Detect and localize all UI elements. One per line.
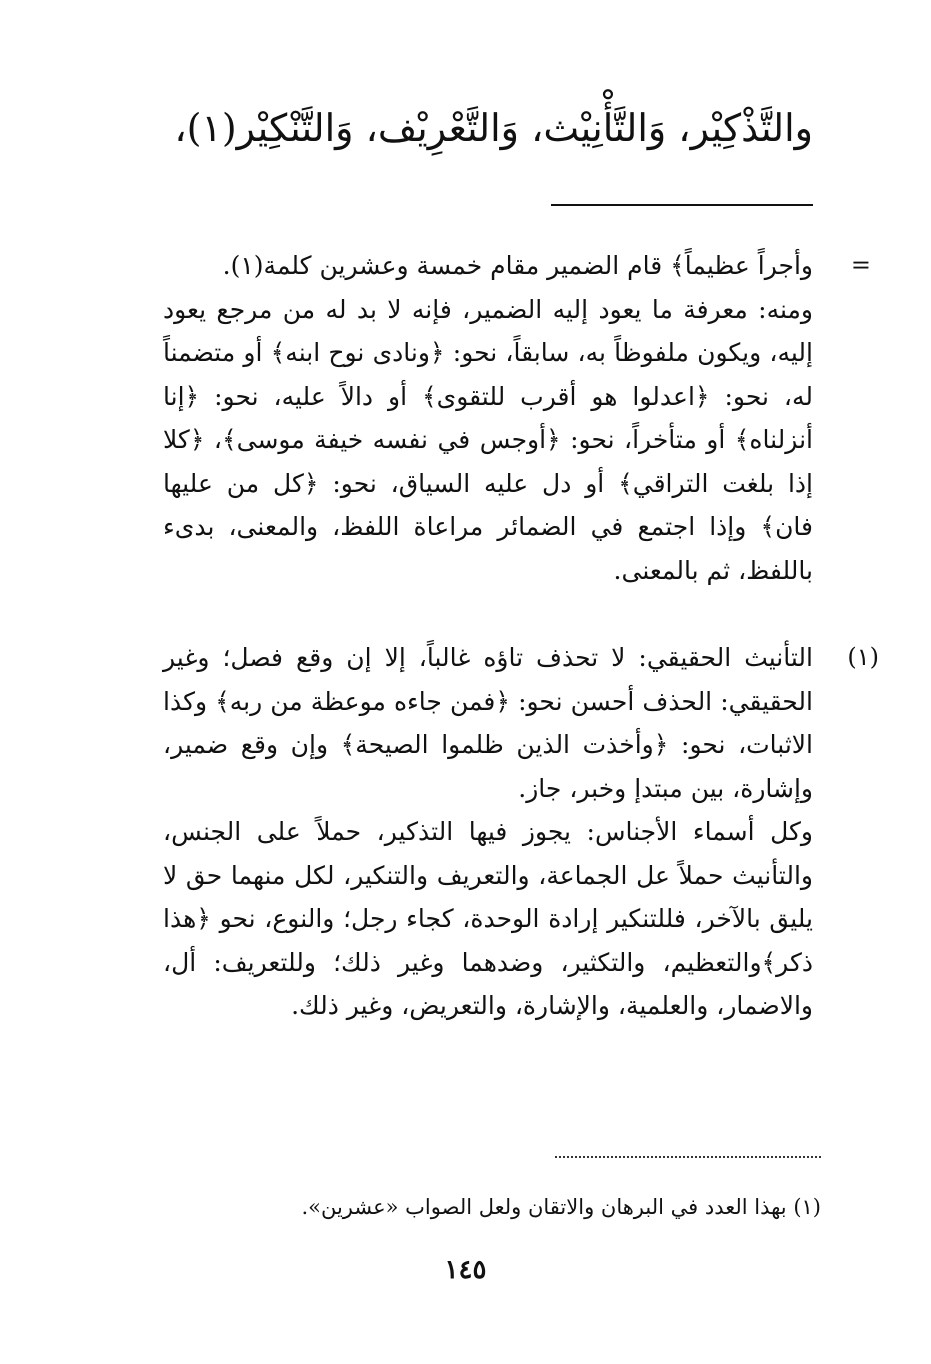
continuation-marker: = [850,251,871,279]
footnote-separator [555,1156,821,1158]
note-paragraph: وأجراً عظيماً﴾ قام الضمير مقام خمسة وعشرين كلمة(١). [222,251,813,280]
note-paragraph: ومنه: معرفة ما يعود إليه الضمير، فإنه لا بد له من مرجع يعود إليه، ويكون ملفوظاً به، سابقاً، نحو: ﴿ونادى نوح ابنه﴾ أو متضمناً له، نحو: ﴿اعدلوا هو أقرب للتقوى﴾ أو دالاً عليه، نحو: ﴿إنا أنزلناه﴾ أو متأخراً، نحو: ﴿أوجس في نفسه خيفة موسى﴾، ﴿كلا إذا بلغت التراقي﴾ أو دل عليه السياق، نحو: ﴿كل من عليها فان﴾ وإذا اجتمع في الضمائر مراعاة اللفظ، والمعنى، بدىء باللفظ، ثم بالمعنى. [163,294,813,585]
heading-rule [551,204,813,206]
note-one [163,636,813,1028]
note-paragraph: وكل أسماء الأجناس: يجوز فيها التذكير، حملاً على الجنس، والتأنيث حملاً عل الجماعة، والتعريف والتنكير، لكل منهما حق لا يليق بالآخر، فللتنكير إرادة الوحدة، كجاء رجل؛ والنوع، نحو ﴿هذا ذكر﴾والتعظيم، والتكثير، وضدهما وغير ذلك؛ وللتعريف: أل، والاضمار، والعلمية، والإشارة، والتعريض، وغير ذلك. [163,817,813,1020]
continued-note [163,244,813,592]
note-one-marker: (١) [847,643,879,671]
page-heading: والتَّذْكِيْر، وَالتَّأْنِيْث، وَالتَّعْرِيْف، وَالتَّنْكِيْر(١)، [174,106,813,150]
page-number: ١٤٥ [444,1255,487,1285]
note-paragraph: التأنيث الحقيقي: لا تحذف تاؤه غالباً، إلا إن وقع فصل؛ وغير الحقيقي: الحذف أحسن نحو: ﴿فمن جاءه موعظة من ربه﴾ وكذا الاثبات، نحو: ﴿وأخذت الذين ظلموا الصيحة﴾ وإن وقع ضمير، وإشارة، بين مبتدإ وخبر، جاز. [163,643,813,803]
footnote: (١) بهذا العدد في البرهان والاتقان ولعل الصواب «عشرين». [301,1195,821,1219]
